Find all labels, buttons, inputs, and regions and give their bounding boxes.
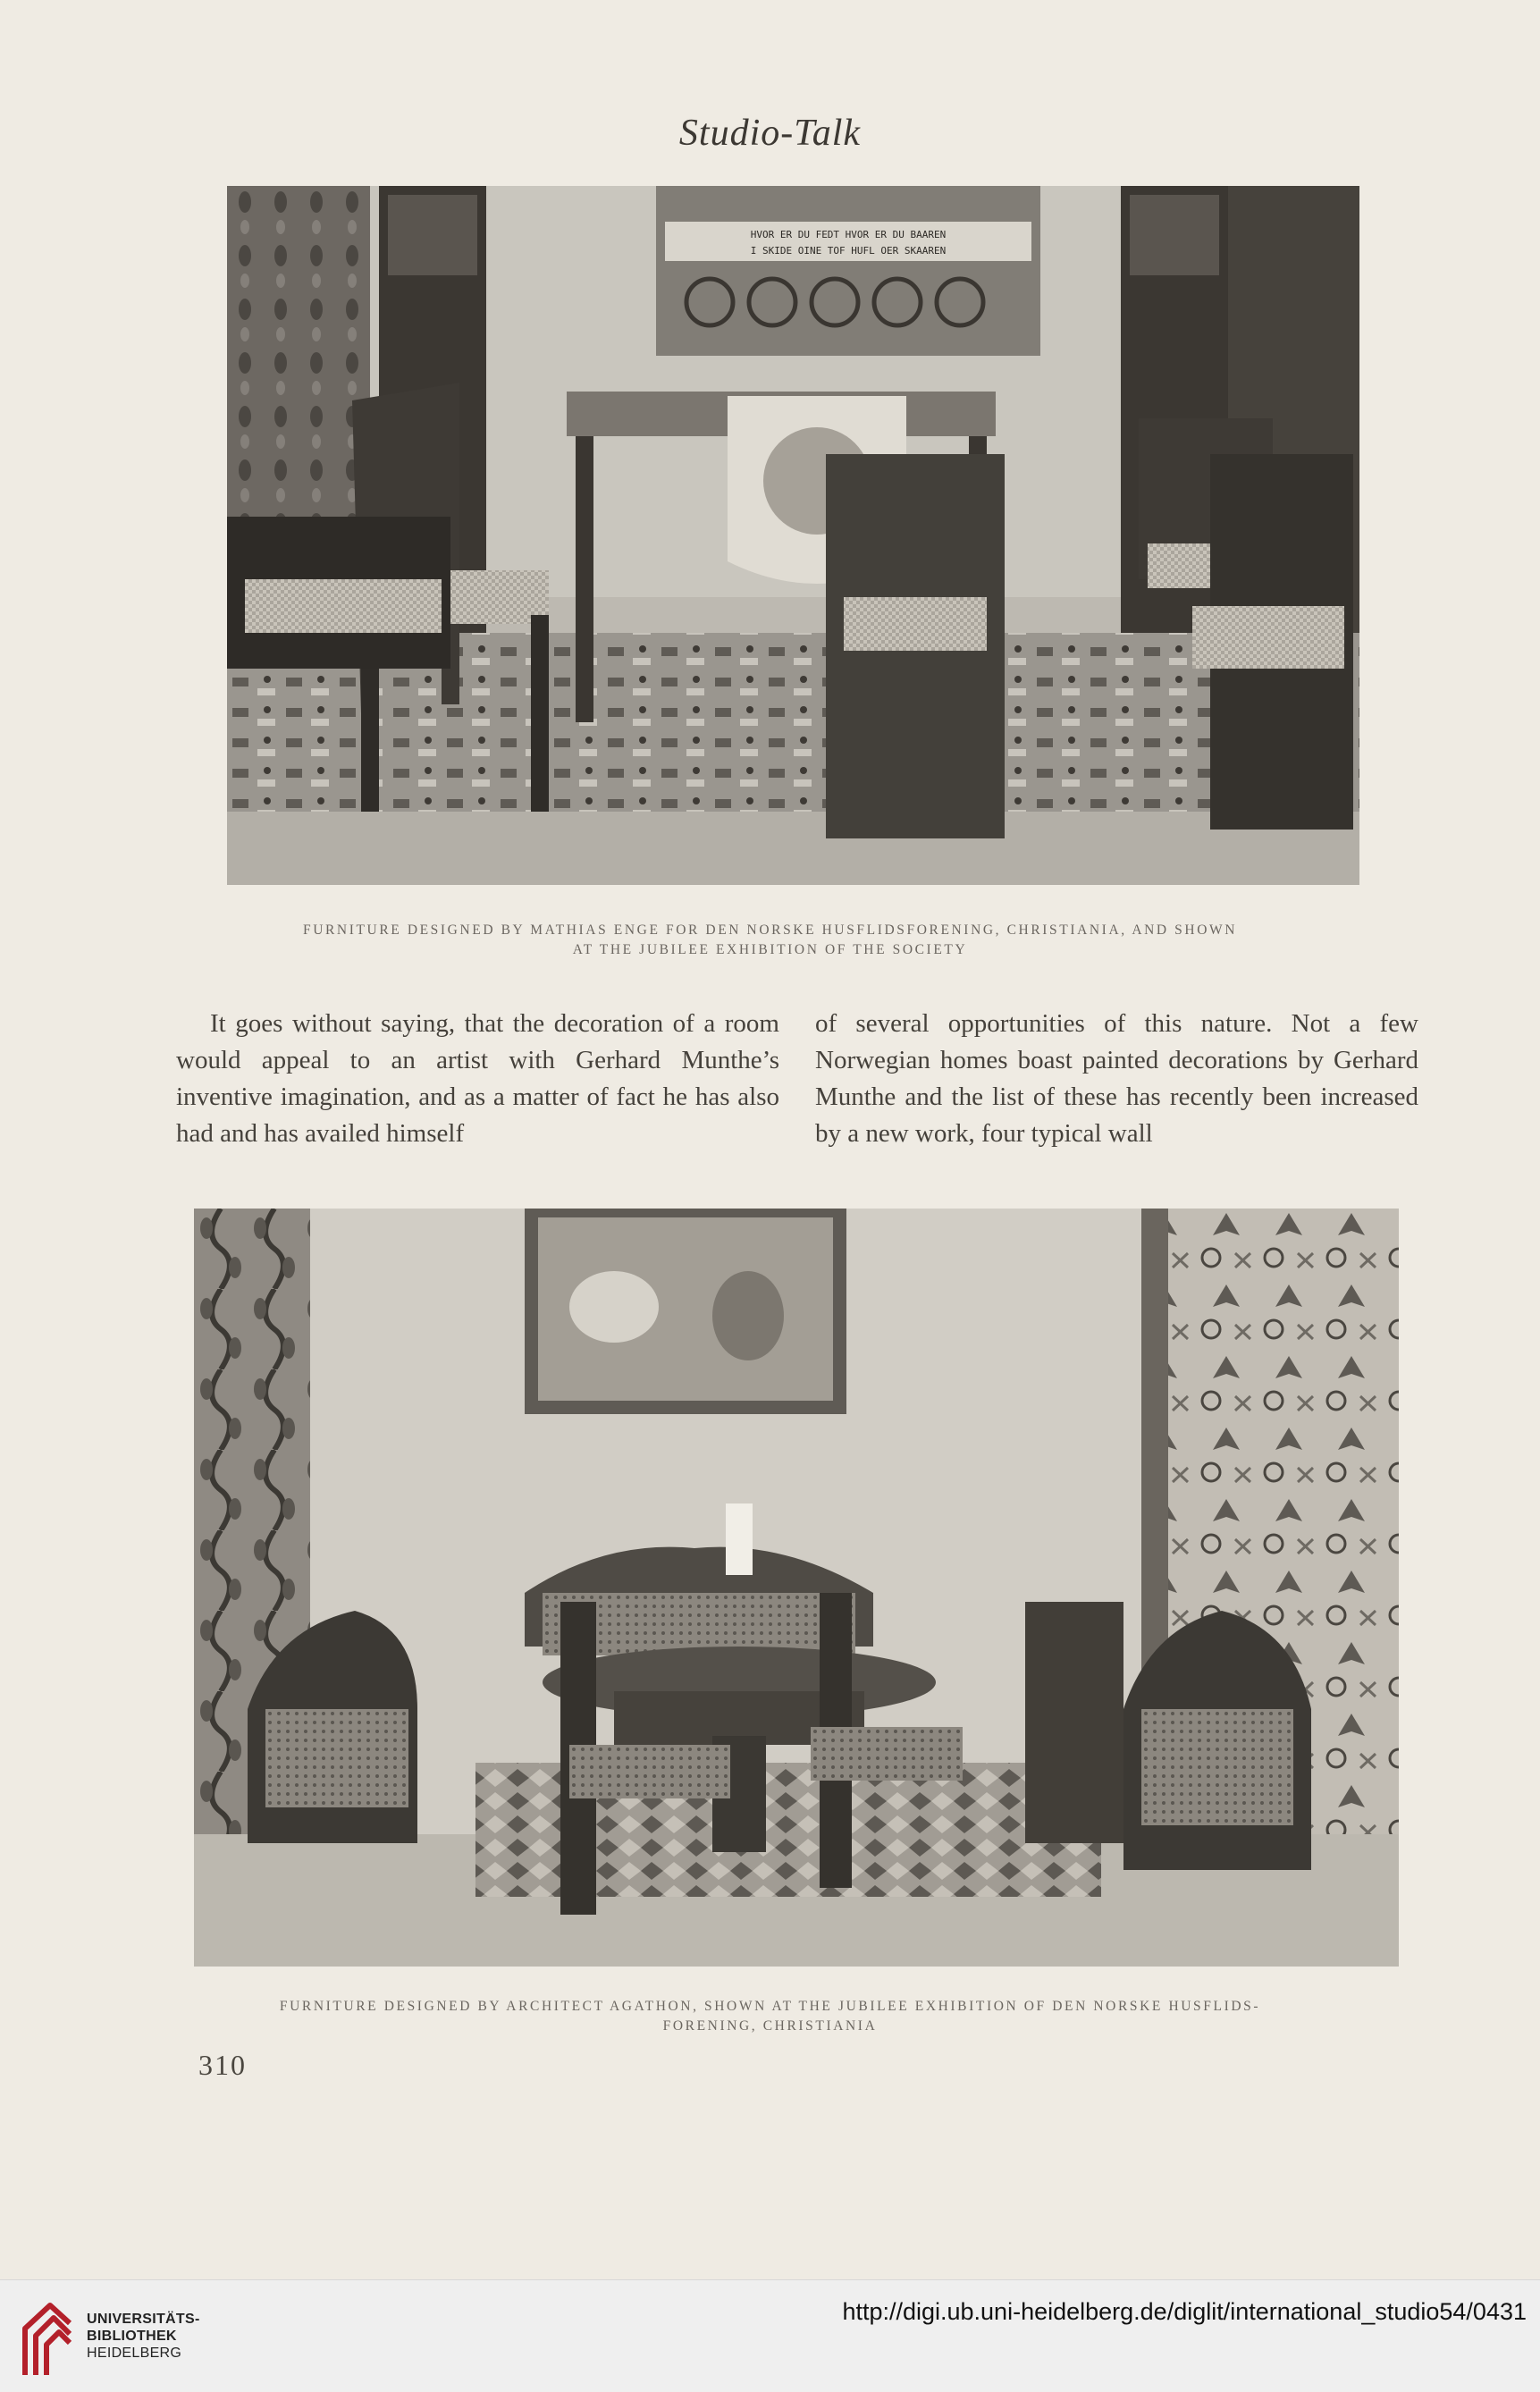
source-url-link[interactable]: http://digi.ub.uni-heidelberg.de/diglit/international_studio54/0431	[842, 2298, 1527, 2325]
plate-2-caption-line-2: FORENING, CHRISTIANIA	[662, 2018, 878, 2034]
tapestry-inscription-2: I SKIDE OINE TOF HUFL OER SKAAREN	[750, 245, 947, 257]
plate-1-image	[227, 186, 1359, 885]
page-number: 310	[198, 2049, 247, 2081]
body-column-right	[815, 1006, 1418, 1152]
library-name-line-3: HEIDELBERG	[87, 2346, 182, 2361]
tapestry-inscription-1: HVOR ER DU FEDT HVOR ER DU BAAREN	[750, 229, 947, 240]
running-title: Studio-Talk	[678, 113, 862, 154]
plate-2-image	[194, 1209, 1399, 1967]
body-column-left	[176, 1006, 779, 1152]
plate-1-caption	[0, 921, 1540, 960]
plate-1-photograph	[227, 186, 1359, 885]
library-name	[87, 2311, 200, 2362]
plate-1-caption-line-2: AT THE JUBILEE EXHIBITION OF THE SOCIETY	[572, 942, 968, 957]
body-paragraph-right: of several opportunities of this nature. Not a few Norwegian homes boast painted decorations by Gerhard Munthe and the list of these has recently been increased by a new work, four typical wall	[815, 1009, 1418, 1148]
plate-2-caption	[0, 1997, 1540, 2036]
digitization-footer	[0, 2279, 1540, 2392]
plate-2-photograph	[194, 1209, 1399, 1967]
library-name-line-1: UNIVERSITÄTS-	[87, 2312, 200, 2327]
university-library-logo-icon	[18, 2298, 77, 2379]
library-name-line-2: BIBLIOTHEK	[87, 2329, 177, 2344]
plate-2-caption-line-1: FURNITURE DESIGNED BY ARCHITECT AGATHON, SHOWN AT THE JUBILEE EXHIBITION OF DEN NORSKE HUSFLIDS-	[279, 1999, 1261, 2014]
body-paragraph-left: It goes without saying, that the decoration of a room would appeal to an artist with Gerhard Munthe’s inventive imagination, and as a matter of fact he has also had and has availed himself	[176, 1009, 779, 1148]
plate-1-caption-line-1: FURNITURE DESIGNED BY MATHIAS ENGE FOR DEN NORSKE HUSFLIDSFORENING, CHRISTIANIA, AND SHOWN	[302, 922, 1238, 938]
